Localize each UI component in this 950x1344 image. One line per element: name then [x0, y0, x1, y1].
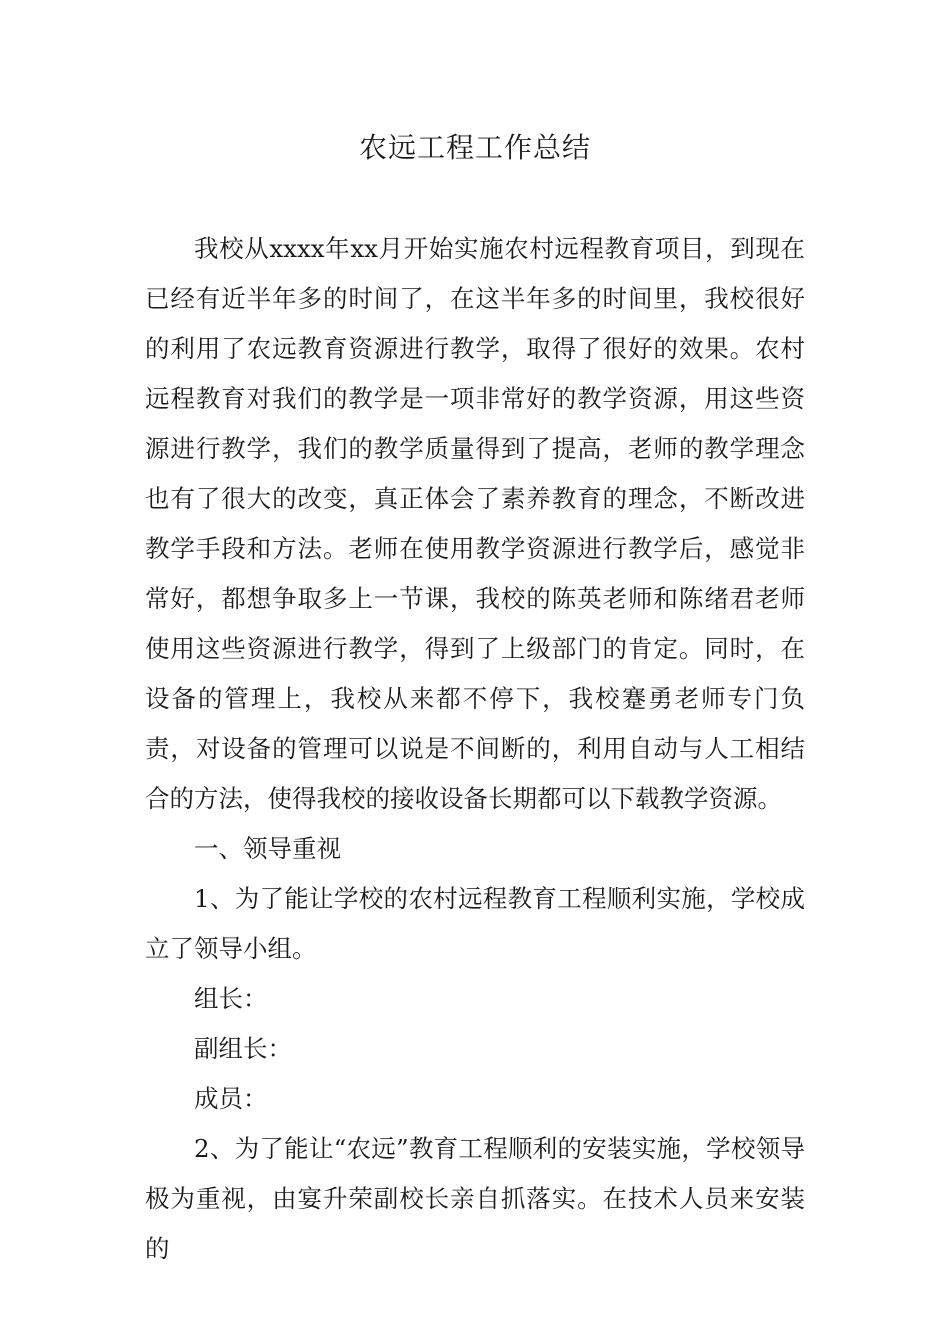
document-title: 农远工程工作总结	[358, 131, 591, 164]
group-leader-line: 组长：	[194, 984, 268, 1013]
paragraph-item-2: 2、为了能让“农远”教育工程顺利的安装实施，学校领导极为重视，由宴升荣副校长亲自抓落实。在技术人员来安装的	[145, 1134, 805, 1263]
document-body	[145, 224, 805, 1274]
deputy-leader-line: 副组长：	[194, 1034, 292, 1063]
section-heading-leadership: 一、领导重视	[194, 834, 341, 863]
intro-paragraph: 我校从xxxx年xx月开始实施农村远程教育项目，到现在已经有近半年多的时间了，在这半年多的时间里，我校很好的利用了农远教育资源进行教学，取得了很好的效果。农村远程教育对我们的教学是一项非常好的教学资源，用这些资源进行教学，我们的教学质量得到了提高，老师的教学理念也有了很大的改变，真正体会了素养教育的理念，不断改进教学手段和方法。老师在使用教学资源进行教学后，感觉非常好，都想争取多上一节课，我校的陈英老师和陈绪君老师使用这些资源进行教学，得到了上级部门的肯定。同时，在设备的管理上，我校从来都不停下，我校蹇勇老师专门负责，对设备的管理可以说是不间断的，利用自动与人工相结合的方法，使得我校的接收设备长期都可以下载教学资源。	[145, 234, 805, 813]
paragraph-item-1: 1、为了能让学校的农村远程教育工程顺利实施，学校成立了领导小组。	[145, 884, 805, 963]
members-line: 成员：	[194, 1084, 268, 1113]
